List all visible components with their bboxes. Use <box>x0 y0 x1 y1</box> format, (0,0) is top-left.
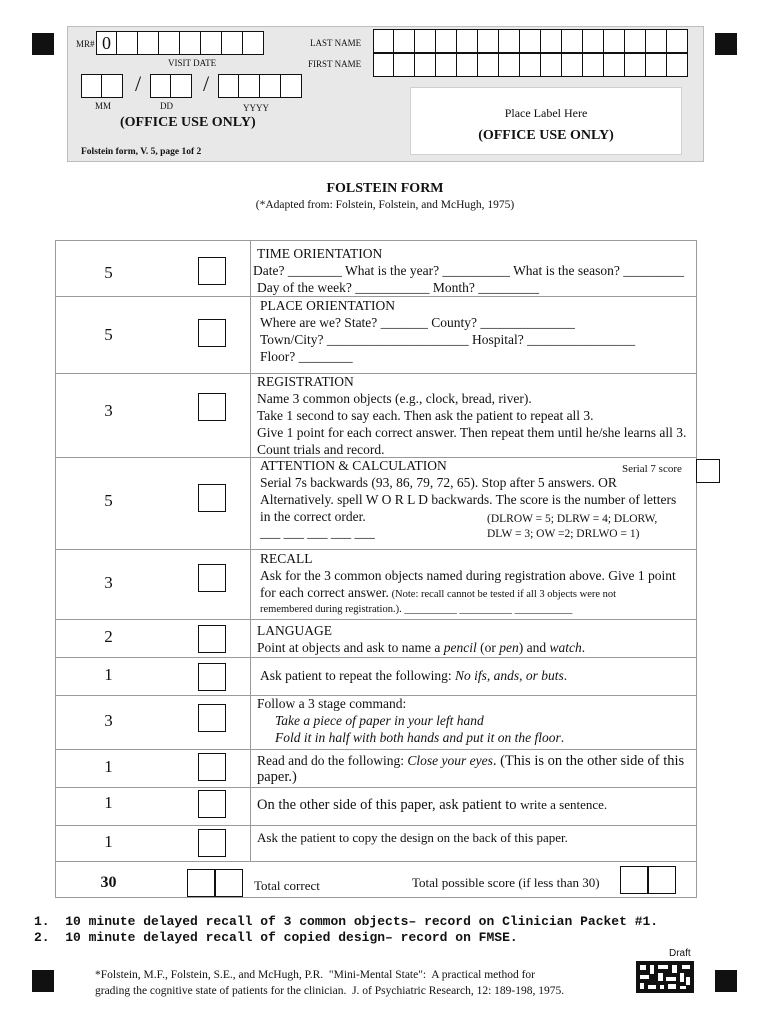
last-name-label: LAST NAME <box>310 38 362 48</box>
max-score: 1 <box>104 665 113 684</box>
pencil-word: pencil <box>443 640 477 655</box>
row-divider <box>56 861 696 862</box>
box-divider <box>214 870 216 896</box>
visit-day-field[interactable] <box>150 74 192 98</box>
item-line: Count trials and record. <box>257 442 385 457</box>
item-line <box>260 667 567 684</box>
dd-label: DD <box>160 101 173 111</box>
score-box[interactable] <box>198 564 226 592</box>
item-heading: REGISTRATION <box>257 374 354 389</box>
yyyy-label: YYYY <box>243 103 269 113</box>
score-box[interactable] <box>198 753 226 781</box>
max-score: 1 <box>104 832 113 851</box>
serial-7-label: Serial 7 score <box>622 463 682 475</box>
recall-text: for each correct answer. <box>260 585 389 600</box>
dlrow-key-line1: (DLROW = 5; DLRW = 4; DLORW, <box>487 513 658 525</box>
column-divider <box>250 241 251 861</box>
form-title: FOLSTEIN FORM <box>326 181 444 196</box>
row-divider <box>56 373 696 374</box>
total-possible-label: Total possible score (if less than 30) <box>412 875 600 890</box>
read-text: Read and do the following: <box>257 753 408 768</box>
item-line: Serial 7s backwards (93, 86, 79, 72, 65). Stop after 5 answers. OR <box>260 475 617 490</box>
item-heading: TIME ORIENTATION <box>257 246 383 261</box>
item-line: Ask for the 3 common objects named during registration above. Give 1 point <box>260 568 676 583</box>
score-box[interactable] <box>198 829 226 857</box>
item-line: Ask the patient to copy the design on the back of this paper. <box>257 830 568 845</box>
max-score: 3 <box>104 711 113 730</box>
mm-label: MM <box>95 101 112 111</box>
office-use-right: (OFFICE USE ONLY) <box>478 128 614 143</box>
last-name-field[interactable] <box>373 29 688 53</box>
place-label-text: Place Label Here <box>504 106 588 120</box>
registration-mark-top-left <box>32 33 54 55</box>
item-line: Take 1 second to say each. Then ask the patient to repeat all 3. <box>257 408 594 423</box>
write-text: On the other side of this paper, ask patient to <box>257 797 521 813</box>
folstein-table <box>55 240 697 898</box>
citation-line-2: grading the cognitive state of patients for the clinician. J. of Psychiatric Research, 12: 189-198, 1975. <box>95 985 565 997</box>
date-separator: / <box>135 71 142 96</box>
score-box[interactable] <box>198 625 226 653</box>
max-score: 5 <box>104 491 113 510</box>
score-box[interactable] <box>198 704 226 732</box>
visit-date-label: VISIT DATE <box>168 58 217 68</box>
max-score: 2 <box>104 627 113 646</box>
item-line: Day of the week? ___________ Month? _________ <box>257 280 539 295</box>
write-tail: write a sentence. <box>520 797 608 812</box>
barcode-symbol <box>636 961 694 993</box>
recall-note-line2: remembered during registration.). __________ __________ ___________ <box>260 604 573 615</box>
mr-digit[interactable]: 0 <box>96 31 117 55</box>
watch-word: watch <box>549 640 582 655</box>
command-2-text: Fold it in half with both hands and put it on the floor <box>275 730 561 745</box>
max-score: 5 <box>104 325 113 344</box>
score-box[interactable] <box>198 393 226 421</box>
end-period: . <box>581 640 586 655</box>
item-line: Floor? ________ <box>260 349 353 364</box>
end-period: . <box>563 668 568 683</box>
serial-7-score-box[interactable] <box>696 459 720 483</box>
form-subtitle: (*Adapted from: Folstein, Folstein, and McHugh, 1975) <box>255 199 515 211</box>
max-score: 5 <box>104 263 113 282</box>
total-max-score: 30 <box>100 874 117 891</box>
end-period: . <box>560 730 565 745</box>
first-name-field[interactable] <box>373 53 688 77</box>
or-text: (or <box>476 640 500 655</box>
item-line: paper.) <box>257 769 297 785</box>
score-box[interactable] <box>198 319 226 347</box>
date-separator: / <box>203 71 210 96</box>
citation-line-1: *Folstein, M.F., Folstein, S.E., and McHugh, P.R. "Mini-Mental State": A practical method for <box>95 969 536 981</box>
item-line <box>257 752 684 770</box>
pen-word: pen <box>499 640 519 655</box>
row-divider <box>56 657 696 658</box>
score-box[interactable] <box>198 663 226 691</box>
score-box[interactable] <box>198 257 226 285</box>
row-divider <box>56 619 696 620</box>
score-box[interactable] <box>198 790 226 818</box>
label-placeholder <box>410 87 682 155</box>
max-score: 3 <box>104 573 113 592</box>
delayed-recall-note-1: 1. 10 minute delayed recall of 3 common objects– record on Clinician Packet #1. <box>34 914 659 929</box>
office-header <box>67 26 704 162</box>
row-divider <box>56 749 696 750</box>
item-line: Alternatively. spell W O R L D backwards. The score is the number of letters <box>260 492 677 507</box>
language-text: Point at objects and ask to name a <box>257 640 444 655</box>
item-line: Town/City? _____________________ Hospital? ________________ <box>260 332 636 347</box>
recall-note: (Note: recall cannot be tested if all 3 objects were not <box>388 589 617 600</box>
score-box[interactable] <box>198 484 226 512</box>
row-divider <box>56 787 696 788</box>
visit-month-field[interactable] <box>81 74 123 98</box>
item-line: Give 1 point for each correct answer. Then repeat them until he/she learns all 3. <box>257 425 687 440</box>
dlrow-key-line2: DLW = 3; OW =2; DRLWO = 1) <box>487 528 640 540</box>
total-possible-box[interactable] <box>620 866 676 894</box>
repeat-text: Ask patient to repeat the following: <box>260 668 455 683</box>
office-use-left: (OFFICE USE ONLY) <box>120 115 256 130</box>
and-text: ) and <box>518 640 550 655</box>
registration-mark-bottom-left <box>32 970 54 992</box>
max-score: 1 <box>104 793 113 812</box>
visit-year-field[interactable] <box>218 74 302 98</box>
mr-label: MR# <box>76 39 95 49</box>
item-line: Date? ________ What is the year? __________ What is the season? _________ <box>253 263 685 278</box>
item-heading: ATTENTION & CALCULATION <box>260 458 447 473</box>
item-line <box>257 796 607 814</box>
registration-mark-top-right <box>715 33 737 55</box>
total-correct-label: Total correct <box>254 878 320 893</box>
delayed-recall-note-2: 2. 10 minute delayed recall of copied design– record on FMSE. <box>34 930 518 945</box>
mr-number-field[interactable] <box>96 31 264 55</box>
item-line: in the correct order. <box>260 509 366 524</box>
item-heading: Follow a 3 stage command: <box>257 696 407 711</box>
item-heading: LANGUAGE <box>257 623 332 638</box>
registration-mark-bottom-right <box>715 970 737 992</box>
command-2 <box>275 729 564 746</box>
command-1-text: Take a piece of paper in your left hand <box>275 713 484 728</box>
repeat-phrase: No ifs, ands, or buts <box>454 668 564 683</box>
row-divider <box>56 825 696 826</box>
read-rest: . (This is on the other side of this <box>492 753 685 769</box>
command-1 <box>275 712 484 729</box>
item-line <box>257 639 585 656</box>
item-heading: RECALL <box>260 551 313 566</box>
item-line: Where are we? State? _______ County? ______________ <box>260 315 575 330</box>
max-score: 3 <box>104 401 113 420</box>
draft-label: Draft <box>669 948 691 959</box>
first-name-label: FIRST NAME <box>308 59 362 69</box>
row-divider <box>56 549 696 550</box>
serial-blanks: ___ ___ ___ ___ ___ <box>260 525 375 540</box>
max-score: 1 <box>104 757 113 776</box>
form-version: Folstein form, V. 5, page 1of 2 <box>81 147 202 157</box>
box-divider <box>647 867 649 893</box>
item-line: Name 3 common objects (e.g., clock, bread, river). <box>257 391 532 406</box>
total-score-box[interactable] <box>187 869 243 897</box>
read-phrase: Close your eyes <box>407 753 493 768</box>
item-heading: PLACE ORIENTATION <box>260 298 396 313</box>
